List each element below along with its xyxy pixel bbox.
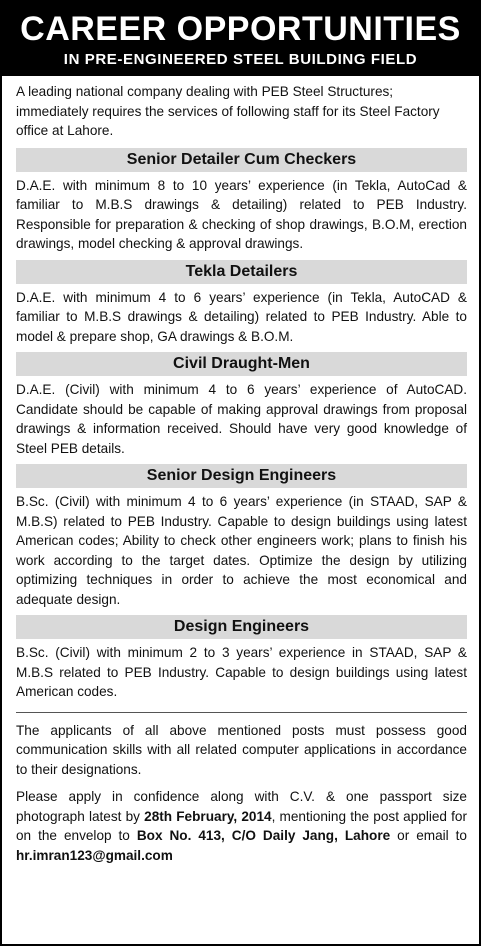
masthead (2, 2, 479, 76)
apply-text-3: or email to (390, 828, 467, 843)
position-title-civil-draughtmen: Civil Draught-Men (16, 352, 467, 376)
divider (16, 712, 467, 713)
position-description-civil-draughtmen: D.A.E. (Civil) with minimum 4 to 6 years’ experience of AutoCAD. Candidate should be capable of making approval drawings from proposal drawings & information received. Should have very good knowledge of Steel PEB details. (16, 382, 467, 456)
apply-deadline: 28th February, 2014 (144, 808, 272, 824)
apply-email[interactable]: hr.imran123@gmail.com (16, 847, 173, 863)
position-description-tekla-detailers: D.A.E. with minimum 4 to 6 years’ experience (in Tekla, AutoCAD & familiar to M.B.S drawings & detailing) related to PEB Industry. Able to model & prepare shop, GA drawings & B.O.M. (16, 289, 467, 344)
ad-title: CAREER OPPORTUNITIES (20, 10, 461, 48)
intro-text: A leading national company dealing with PEB Steel Structures; immediately requires the services of following staff for its Steel Factory office at Lahore. (16, 84, 440, 138)
position-description-design-engineers: B.Sc. (Civil) with minimum 2 to 3 years’ experience in STAAD, SAP & M.B.S related to PEB Industry. Capable to design buildings using latest American codes. (16, 645, 467, 699)
apply-text-2: , mentioning the post applied for on the envelop to (16, 808, 468, 843)
position-description-senior-detailer: D.A.E. with minimum 8 to 10 years’ experience (in Tekla, AutoCad & familiar to M.B.S drawings & detailing) related to PEB Industry. Responsible for preparation & checking of shop drawings, B.O.M, erection drawings, model checking & approval drawings. (16, 177, 467, 251)
position-description-senior-design-engineers: B.Sc. (Civil) with minimum 4 to 6 years’ experience (in STAAD, SAP & M.B.S) related to PEB Industry. Capable to design buildings using latest American codes; Ability to check other engineers work; plans to finish his work according to the target dates. Optimize the design by utilizing optimizing techniques in order to achieve the most economical and adequate design. (16, 494, 467, 607)
ad-body (2, 76, 479, 865)
position-title-senior-detailer: Senior Detailer Cum Checkers (16, 148, 467, 172)
apply-text-1: Please apply in confidence along with C.V. & one passport size photograph latest by (16, 789, 467, 824)
requirements-text: The applicants of all above mentioned posts must possess good communication skills with all related computer applications in accordance to their designations. (16, 722, 467, 777)
apply-instructions (16, 787, 467, 865)
position-title-tekla-detailers: Tekla Detailers (16, 260, 467, 284)
position-title-senior-design-engineers: Senior Design Engineers (16, 464, 467, 488)
ad-subtitle: IN PRE-ENGINEERED STEEL BUILDING FIELD (63, 51, 418, 68)
apply-box-address: Box No. 413, C/O Daily Jang, Lahore (136, 828, 391, 843)
position-title-design-engineers: Design Engineers (16, 615, 467, 639)
